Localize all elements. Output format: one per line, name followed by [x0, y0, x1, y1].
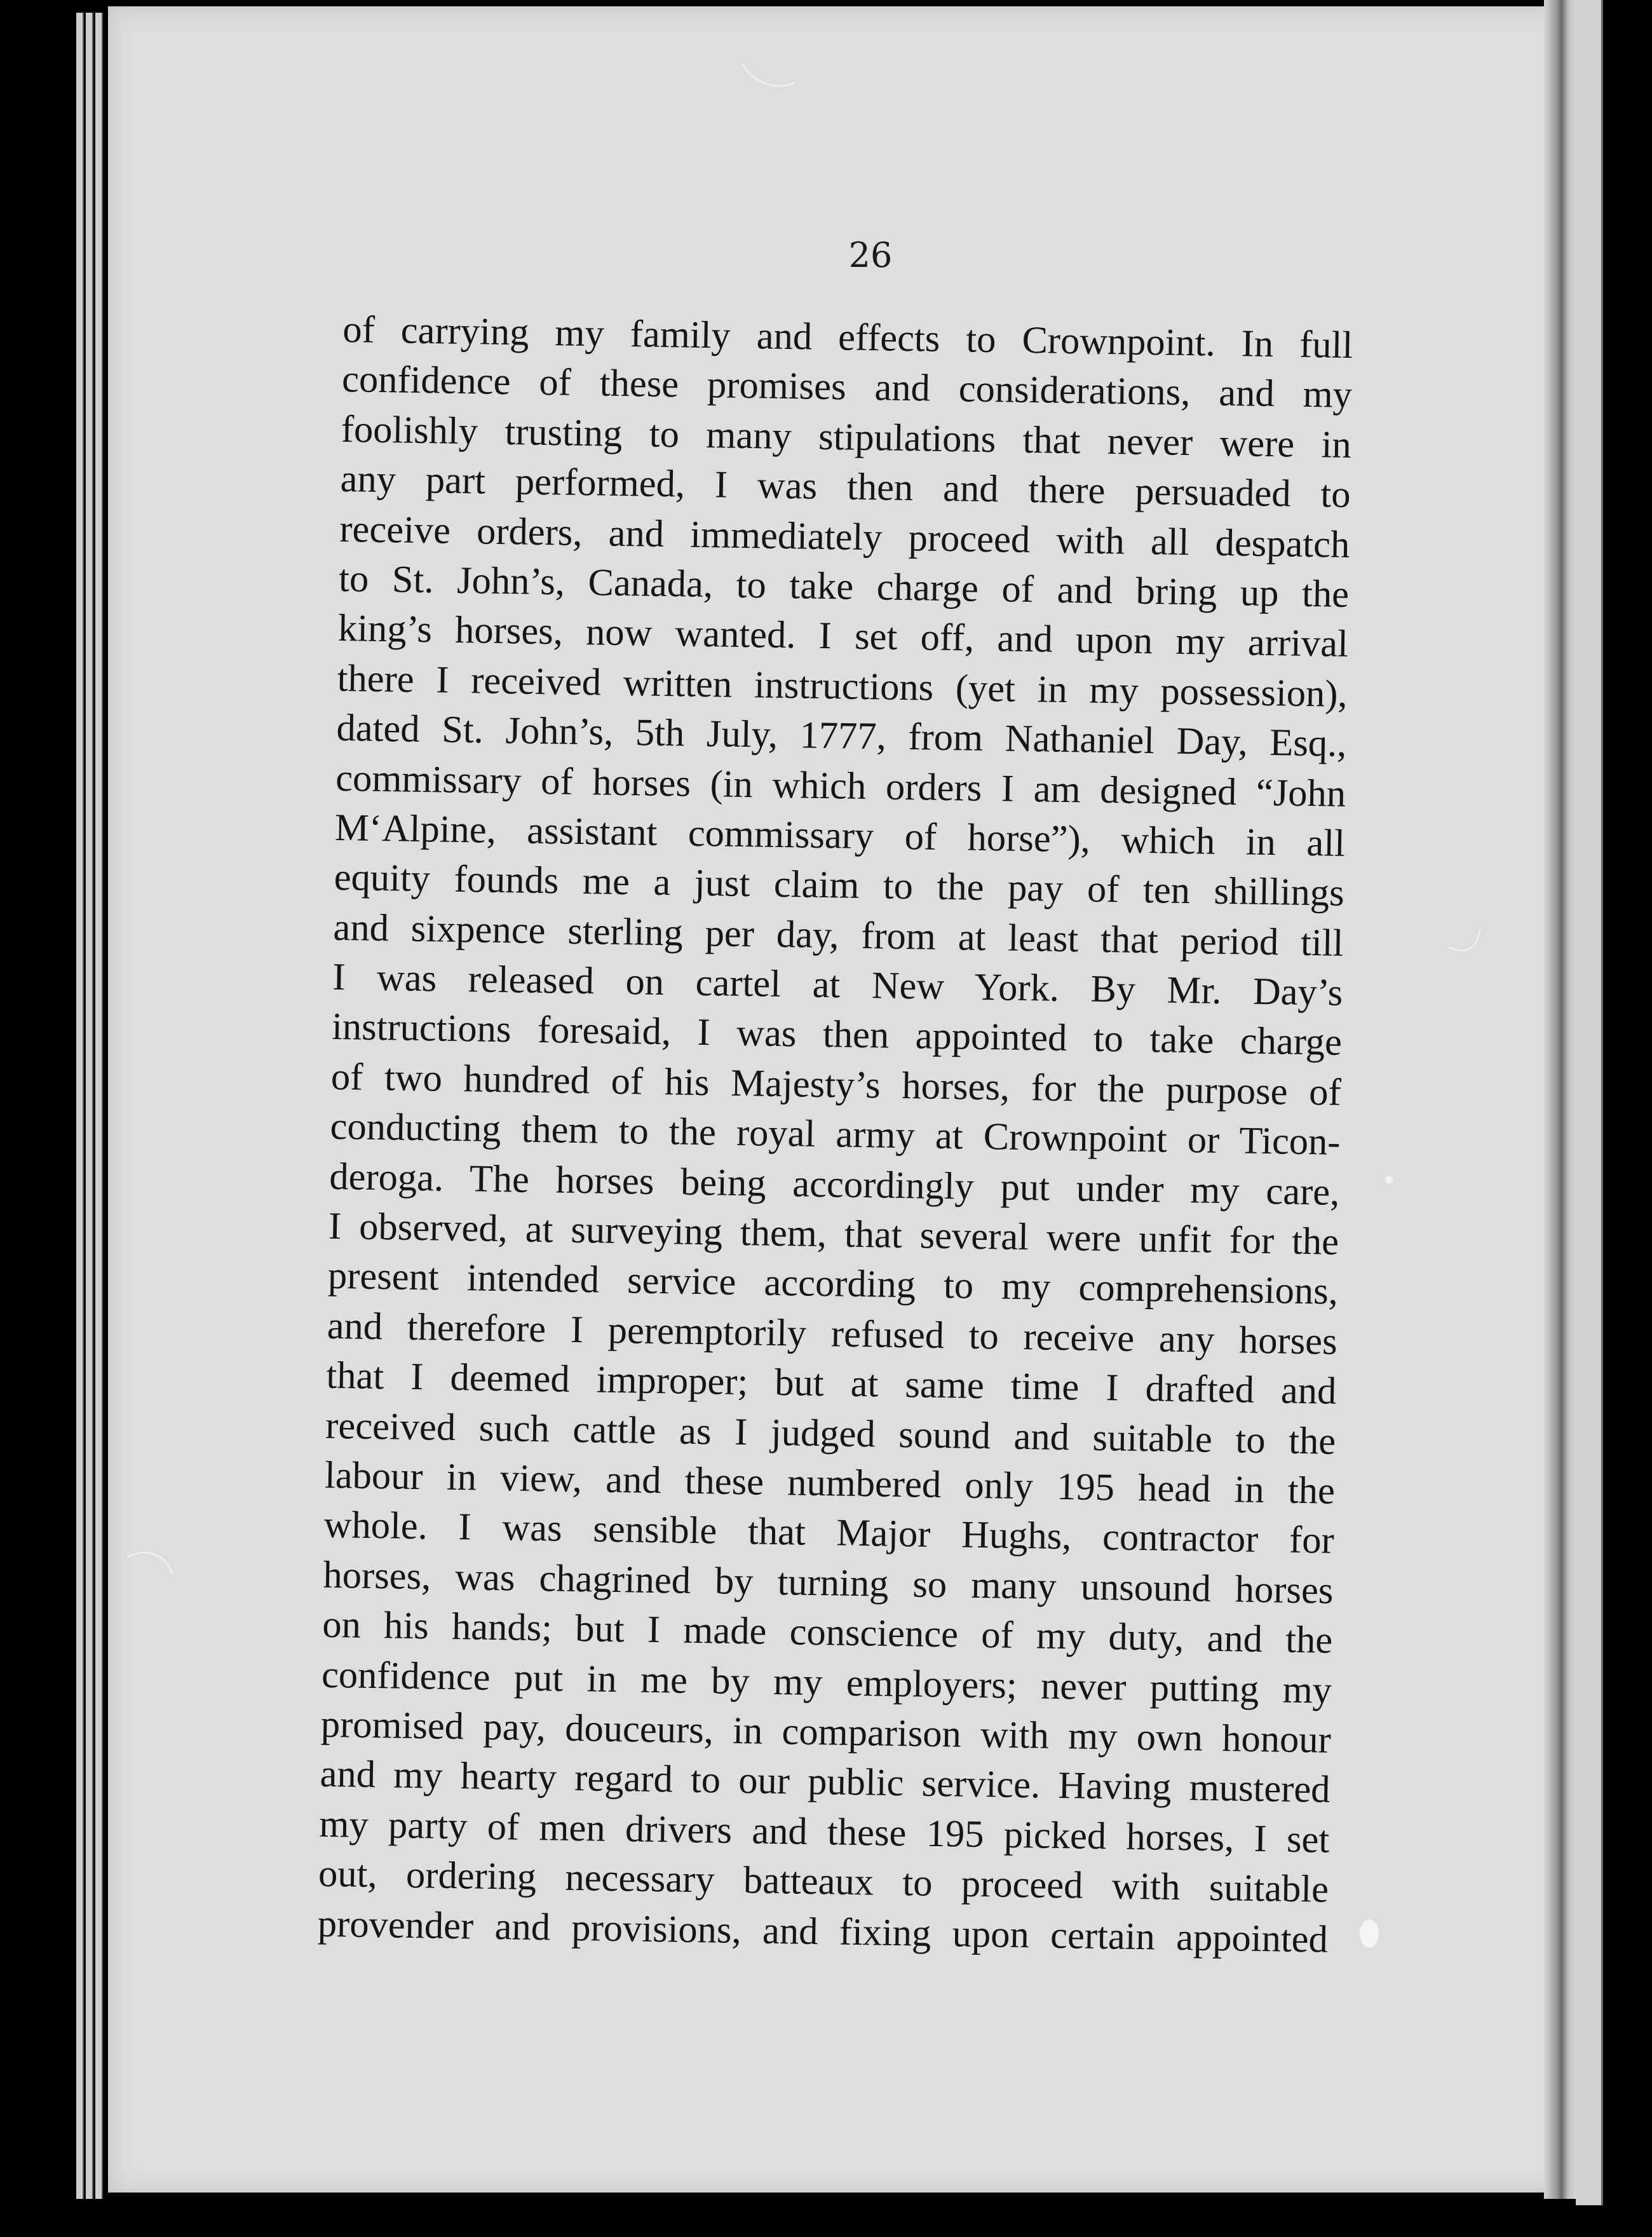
- text-line: deroga. The horses being accordingly put under my care,: [328, 1155, 1340, 1214]
- text-line: and therefore I peremptorily refused to receive any horses: [327, 1304, 1338, 1363]
- text-line: receive orders, and immediately proceed with all despatch: [339, 507, 1350, 566]
- text-line: of two hundred of his Majesty’s horses, for the purpose of: [330, 1055, 1342, 1114]
- text-line: conducting them to the royal army at Crownpoint or Ticon-: [330, 1105, 1341, 1164]
- text-line: out, ordering necessary batteaux to proceed with suitable: [318, 1852, 1329, 1911]
- text-line: any part performed, I was then and there persuaded to: [340, 458, 1351, 517]
- text-line: confidence put in me by my employers; never putting my: [321, 1653, 1332, 1712]
- text-line: on his hands; but I made conscience of my duty, and the: [322, 1603, 1333, 1662]
- text-line: foolishly trusting to many stipulations that never were in: [341, 407, 1352, 466]
- page-number: 26: [848, 235, 893, 275]
- text-line: king’s horses, now wanted. I set off, and upon my arrival: [337, 607, 1349, 666]
- text-line: and sixpence sterling per day, from at least that period till: [333, 906, 1344, 965]
- text-line: confidence of these promises and considerations, and my: [341, 358, 1353, 417]
- body-text: [317, 305, 1353, 1965]
- text-line: I observed, at surveying them, that several were unfit for the: [328, 1204, 1339, 1263]
- text-line: labour in view, and these numbered only 195 head in the: [324, 1453, 1336, 1513]
- text-line: there I received written instructions (yet in my possession),: [337, 656, 1348, 716]
- text-line: M‘Alpine, assistant commissary of horse”), which in all: [334, 806, 1346, 865]
- page-edge: [95, 13, 103, 2199]
- text-line: provender and provisions, and fixing upon certain appointed: [317, 1902, 1329, 1961]
- text-line: present intended service according to my comprehensions,: [327, 1254, 1339, 1314]
- text-line: dated St. John’s, 5th July, 1777, from Nathaniel Day, Esq.,: [336, 707, 1347, 766]
- text-line: to St. John’s, Canada, to take charge of and bring up the: [338, 557, 1350, 616]
- text-line: equity founds me a just claim to the pay of ten shillings: [334, 856, 1345, 915]
- text-line: received such cattle as I judged sound and suitable to the: [325, 1404, 1336, 1463]
- text-line: my party of men drivers and these 195 picked horses, I set: [318, 1802, 1330, 1861]
- binding-gutter: [1544, 0, 1576, 2199]
- text-line: of carrying my family and effects to Crownpoint. In full: [342, 308, 1353, 367]
- text-line: horses, was chagrined by turning so many unsound horses: [323, 1553, 1334, 1612]
- text-line: whole. I was sensible that Major Hughs, contractor for: [323, 1504, 1335, 1563]
- text-line: promised pay, douceurs, in comparison with my own honour: [320, 1703, 1332, 1762]
- facing-page-edge: [1576, 0, 1603, 2205]
- scan-speck: [1385, 1176, 1393, 1183]
- text-line: instructions foresaid, I was then appointed to take charge: [331, 1005, 1343, 1064]
- text-line: and my hearty regard to our public service. Having mustered: [320, 1753, 1331, 1812]
- scan-speck: [1360, 1919, 1379, 1948]
- page-edge: [86, 13, 93, 2199]
- text-line: commissary of horses (in which orders I am designed “John: [335, 756, 1346, 815]
- text-line: that I deemed improper; but at same time I drafted and: [326, 1354, 1337, 1413]
- text-line: I was released on cartel at New York. By Mr. Day’s: [332, 955, 1343, 1014]
- page-edge: [76, 13, 84, 2199]
